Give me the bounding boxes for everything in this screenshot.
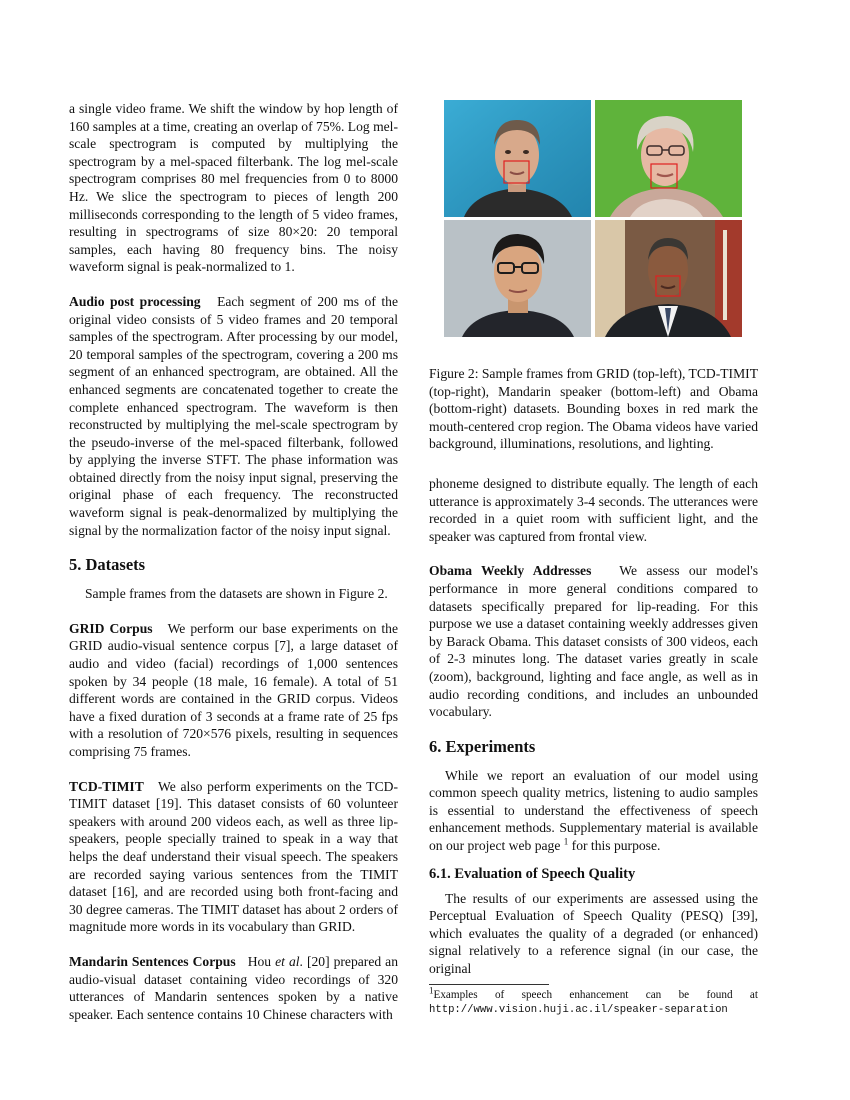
figure-2-caption: Figure 2: Sample frames from GRID (top-left), TCD-TIMIT (top-right), Mandarin speaker (bottom-left) and Obama (bottom-right) datasets. Bounding boxes in red mark the mouth-centered crop region. The Obama videos have varied background, illuminations, resolutions, and lighting. [429,366,758,452]
tcd-timit-title: TCD-TIMIT [69,778,144,794]
right-column [429,100,758,1018]
paragraph-tcd-timit [69,778,398,936]
mandarin-etal: et al [275,953,300,969]
mandarin-pre: Hou [247,953,276,969]
obama-title: Obama Weekly Addresses [429,563,592,579]
subsection-heading-evaluation: 6.1. Evaluation of Speech Quality [429,865,636,882]
footnote-text: Examples of speech enhancement can be found at [433,988,758,1001]
figure-2-grid [444,100,742,337]
tcd-timit-sample-frame [595,100,742,217]
footnote-mark: 1 [429,984,434,995]
mandarin-sample-frame [444,220,591,337]
mandarin-title: Mandarin Sentences Corpus [69,953,236,969]
section-heading-experiments: 6. Experiments [429,736,536,756]
paragraph-experiments [429,767,758,855]
grid-corpus-title: GRID Corpus [69,620,153,636]
experiments-body-a: While we report an evaluation of our model using common speech quality metrics, listening to audio samples is essential to understand the effectiveness of speech enhancement methods. Supplementary material is available on our project web page [429,767,758,854]
audio-post-processing-title: Audio post processing [69,293,201,309]
footnote-url[interactable]: http://www.vision.huji.ac.il/speaker-separation [429,1004,728,1017]
footnote-divider [429,984,549,985]
paragraph-datasets-intro: Sample frames from the datasets are shown in Figure 2. [85,586,388,602]
obama-body: We assess our model's performance in more general conditions compared to datasets specifically prepared for lip-reading. For this purpose we use a dataset containing weekly addresses given by Barack Obama. This dataset consists of 300 videos, each of 2-3 minutes long. The dataset varies greatly in scale (zoom), background, lighting and face angle, as well as in audio recording conditions, and includes an unbounded vocabulary. [429,563,758,720]
section-heading-datasets: 5. Datasets [69,555,146,575]
paragraph-mandarin [69,953,398,1023]
paragraph-evaluation: The results of our experiments are assessed using the Perceptual Evaluation of Speech Quality (PESQ) [39], which evaluates the quality of a degraded (or enhanced) signal relatively to a reference signal (in our case, the original [429,890,758,977]
footnote [429,984,758,1018]
footnote-reference[interactable]: 1 [563,836,569,847]
grid-sample-frame [444,100,591,217]
paragraph-audio-post-processing [69,293,398,539]
obama-sample-frame [595,220,742,337]
mandarin-body: . [20] prepared an audio-visual dataset containing video recordings of 320 utterances of Mandarin sentences spoken by a native speaker. Each sentence contains 10 Chinese characters with [69,953,398,1022]
left-column [69,100,398,1023]
experiments-body-b: for this purpose. [568,838,661,854]
grid-corpus-body: We perform our base experiments on the GRID audio-visual sentence corpus [7], a large dataset of audio and video (facial) recordings of 1,000 sentences spoken by 34 people (18 male, 16 female). A total of 51 different words are contained in the GRID corpus. Videos have a fixed duration of 3 seconds at a frame rate of 25 fps with a resolution of 720×576 pixels, resulting in sequences comprising 75 frames. [69,620,399,759]
paragraph-obama [429,562,758,720]
paragraph-spectrogram: a single video frame. We shift the window by hop length of 160 samples at a time, creating an overlap of 75%. Log mel-scale spectrogram is computed by multiplying the spectrogram by a mel-spaced filterbank. The log mel-scale spectrogram comprises 80 mel frequencies from 0 to 8000 Hz. We slice the spectrogram to pieces of length 200 milliseconds corresponding to the length of 5 video frames, resulting in spectrograms of size 80×20: 20 temporal samples, each having 80 frequency bins. The noisy waveform signal is peak-normalized to 1. [69,101,398,275]
tcd-timit-body: We also perform experiments on the TCD-TIMIT dataset [19]. This dataset consists of 60 volunteer speakers with around 200 videos each, as well as three lip-speakers, people specially trained to speak in a way that helps the deaf understand their visual speech. The speakers are recorded saying various sentences from the TIMIT dataset [16], and are recorded using both front-facing and 30 degree cameras. The TIMIT dataset has about 2 orders of magnitude more words in its vocabulary than GRID. [69,778,398,935]
paragraph-grid-corpus [69,620,398,761]
audio-post-processing-body: Each segment of 200 ms of the original video consists of 5 video frames and 20 temporal samples of the spectrogram. After processing by our model, 20 temporal samples of the spectrogram, covering a 200 ms segment of an enhanced spectrogram, are obtained. All the enhanced segments are concatenated together to create the complete enhanced spectrogram. The waveform is then reconstructed by multiplying the mel-scale spectrogram by the pseudo-inverse of the mel-spaced filterbank, followed by applying the inverse STFT. The phase information was obtained directly from the noisy input signal, preserving the original phase of each frequency. The reconstructed waveform signal is peak-denormalized by multiplying the signal by the normalization factor of the noisy input signal. [69,293,398,538]
paragraph-mandarin-continued: phoneme designed to distribute equally. The length of each utterance is approximately 3-4 seconds. The utterances were recorded in a quiet room with sufficient light, and the speaker was captured from frontal view. [429,475,758,544]
